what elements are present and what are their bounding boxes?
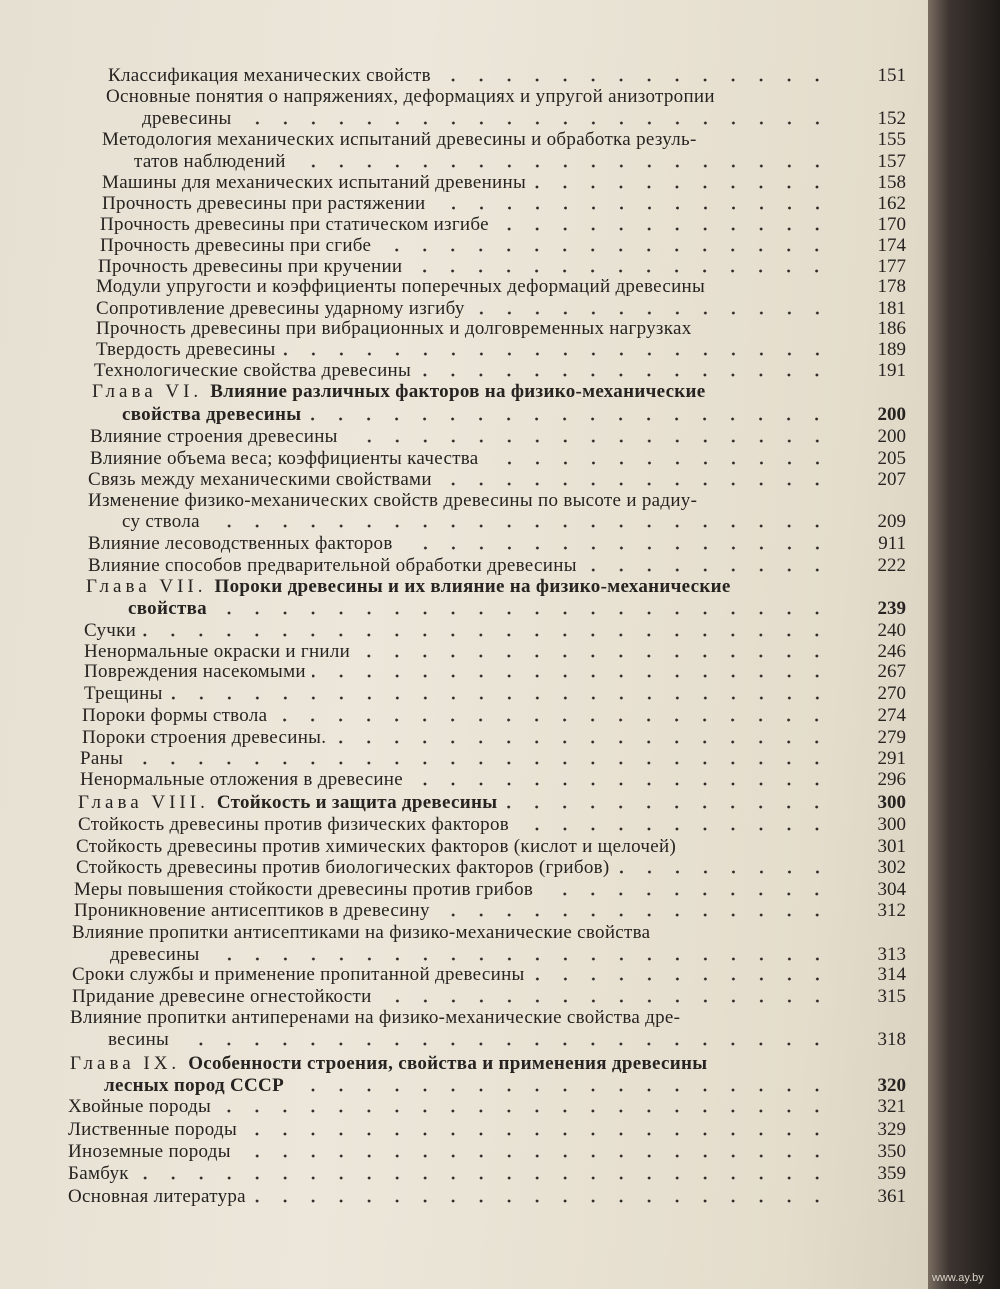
dot-leader xyxy=(399,546,831,550)
entry-title: Твердость древесины xyxy=(96,339,276,360)
entry-line xyxy=(96,339,831,361)
dot-leader xyxy=(129,761,831,765)
toc-entry xyxy=(0,172,935,194)
entry-title: Сопротивление древесины ударному изгибу xyxy=(96,298,465,319)
page-number: 296 xyxy=(877,769,906,790)
dot-leader xyxy=(616,870,831,874)
entry-title: Меры повышения стойкости древесины против грибов xyxy=(74,879,534,900)
entry-title: Трещины xyxy=(84,683,163,704)
entry-title: Влияние лесоводственных факторов xyxy=(88,533,393,554)
toc-entry xyxy=(0,151,935,173)
entry-line xyxy=(84,641,831,663)
toc-entry xyxy=(0,256,935,278)
entry-line xyxy=(80,748,831,770)
entry-line xyxy=(88,555,831,577)
entry-title: Особенности строения, свойства и применения древесины xyxy=(188,1053,708,1074)
toc-entry xyxy=(0,129,935,151)
toc-entry xyxy=(0,448,935,470)
entry-title: Хвойные породы xyxy=(68,1096,212,1117)
toc-entry xyxy=(0,900,935,922)
dot-leader xyxy=(282,352,831,356)
entry-title: Повреждения насекомыми xyxy=(84,661,306,682)
entry-line xyxy=(70,1053,831,1075)
entry-title: Пороки формы ствола xyxy=(82,705,268,726)
page-number: 321 xyxy=(877,1096,906,1117)
toc-entry xyxy=(0,748,935,770)
entry-title: Бамбук xyxy=(68,1163,129,1184)
page-number: 170 xyxy=(877,214,906,235)
entry-title: Влияние различных факторов на физико-механические xyxy=(210,381,706,402)
chapter-label: Глава VI. xyxy=(92,381,203,402)
entry-title: Методология механических испытаний древесины и обработка резуль- xyxy=(102,129,697,150)
entry-line xyxy=(68,1119,831,1141)
dot-leader xyxy=(471,311,831,315)
entry-line xyxy=(80,769,831,791)
dot-leader xyxy=(531,977,831,981)
book-spine xyxy=(928,0,1000,1289)
entry-line xyxy=(142,108,831,130)
toc-entry xyxy=(0,814,935,836)
entry-title: лесных пород СССР xyxy=(104,1075,284,1096)
entry-title: Сучки xyxy=(84,620,137,641)
toc-entry xyxy=(0,469,935,491)
entry-line xyxy=(122,404,831,426)
dot-leader xyxy=(332,740,831,744)
entry-line xyxy=(110,944,831,966)
toc-entry xyxy=(0,922,935,944)
toc-entry xyxy=(0,214,935,236)
toc-entry xyxy=(0,193,935,215)
entry-title: Прочность древесины при кручении xyxy=(98,256,403,277)
chapter-entry xyxy=(0,792,935,814)
toc-entry xyxy=(0,86,935,108)
entry-title: Изменение физико-механических свойств древесины по высоте и радиу- xyxy=(88,490,698,511)
toc-entry xyxy=(0,1096,935,1118)
entry-line xyxy=(78,814,831,836)
entry-line xyxy=(102,172,831,194)
dot-leader xyxy=(169,696,831,700)
page-number: 361 xyxy=(877,1186,906,1207)
entry-title: су ствола xyxy=(122,511,200,532)
page-number: 191 xyxy=(877,360,906,381)
toc-entry xyxy=(0,235,935,257)
toc-entry xyxy=(0,727,935,749)
entry-line xyxy=(88,490,831,512)
toc-entry xyxy=(0,944,935,966)
entry-line xyxy=(82,727,831,749)
page-number: 240 xyxy=(877,620,906,641)
page-number: 246 xyxy=(877,641,906,662)
entry-title: Прочность древесины при статическом изгибе xyxy=(100,214,489,235)
entry-line xyxy=(108,65,831,87)
toc-entry xyxy=(0,360,935,382)
page-number: 181 xyxy=(877,298,906,319)
dot-leader xyxy=(377,248,831,252)
entry-title: Влияние пропитки антиперенами на физико-механические свойства дре- xyxy=(70,1007,681,1028)
dot-leader xyxy=(273,718,831,722)
toc-entry xyxy=(0,1007,935,1029)
dot-leader xyxy=(307,417,831,421)
toc-entry xyxy=(0,1163,935,1185)
toc-entry xyxy=(0,1119,935,1141)
dot-leader xyxy=(206,957,831,961)
toc-entry xyxy=(0,683,935,705)
toc-entry xyxy=(0,964,935,986)
entry-title: Ненормальные окраски и гнили xyxy=(84,641,351,662)
dot-leader xyxy=(142,633,831,637)
entry-title: Модули упругости и коэффициенты поперечных деформаций древесины xyxy=(96,276,706,297)
dot-leader xyxy=(344,439,831,443)
entry-line xyxy=(70,1007,831,1029)
entry-line xyxy=(90,448,831,470)
entry-line xyxy=(72,986,831,1008)
entry-title: Прочность древесины при вибрационных и долговременных нагрузках xyxy=(96,318,692,339)
chapter-label: Глава VIII. xyxy=(78,792,209,813)
chapter-label: Глава IX. xyxy=(70,1053,181,1074)
toc-entry xyxy=(0,661,935,683)
dot-leader xyxy=(532,185,831,189)
dot-leader xyxy=(213,611,831,615)
dot-leader xyxy=(432,206,832,210)
entry-line xyxy=(68,1141,831,1163)
entry-line xyxy=(90,426,831,448)
page-number: 157 xyxy=(877,151,906,172)
entry-title: Стойкость и защита древесины xyxy=(216,792,498,813)
page-number: 222 xyxy=(877,555,906,576)
entry-line xyxy=(78,792,831,814)
entry-line xyxy=(108,1029,831,1051)
toc-entry xyxy=(0,426,935,448)
toc-entry xyxy=(0,1141,935,1163)
toc-entry xyxy=(0,836,935,858)
dot-leader xyxy=(206,524,831,528)
dot-leader xyxy=(356,654,831,658)
page-number: 162 xyxy=(877,193,906,214)
page-number: 158 xyxy=(877,172,906,193)
page-number: 320 xyxy=(877,1075,906,1096)
dot-leader xyxy=(378,999,831,1003)
page-number: 279 xyxy=(877,727,906,748)
entry-title: свойства xyxy=(128,598,207,619)
page-number: 177 xyxy=(877,256,906,277)
page-number: 350 xyxy=(877,1141,906,1162)
entry-title: Лиственные породы xyxy=(68,1119,238,1140)
toc-entry xyxy=(0,1029,935,1051)
page-number: 155 xyxy=(877,129,906,150)
dot-leader xyxy=(485,461,831,465)
entry-title: Стойкость древесины против физических факторов xyxy=(78,814,510,835)
entry-line xyxy=(98,256,831,278)
toc-entry xyxy=(0,108,935,130)
entry-line xyxy=(68,1186,831,1208)
toc-entry xyxy=(0,620,935,642)
entry-line xyxy=(94,360,831,382)
watermark: www.ay.by xyxy=(932,1272,984,1284)
entry-title: Проникновение антисептиков в древесину xyxy=(74,900,430,921)
toc-entry xyxy=(0,298,935,320)
entry-line xyxy=(96,298,831,320)
entry-title: Прочность древесины при сгибе xyxy=(100,235,372,256)
dot-leader xyxy=(409,782,831,786)
toc-entry xyxy=(0,490,935,512)
entry-title: Влияние способов предварительной обработки древесины xyxy=(88,555,577,576)
toc-entry xyxy=(0,986,935,1008)
entry-line xyxy=(84,683,831,705)
entry-line xyxy=(84,620,831,642)
page-number: 359 xyxy=(877,1163,906,1184)
page-number: 207 xyxy=(877,469,906,490)
dot-leader xyxy=(437,78,831,82)
page-number: 209 xyxy=(877,511,906,532)
dot-leader xyxy=(252,1199,831,1203)
chapter-entry xyxy=(0,598,935,620)
toc-entry xyxy=(0,769,935,791)
entry-title: древесины xyxy=(142,108,232,129)
page-number: 239 xyxy=(877,598,906,619)
dot-leader xyxy=(539,892,831,896)
toc-entry xyxy=(0,879,935,901)
page-number: 200 xyxy=(877,426,906,447)
page-number: 300 xyxy=(877,792,906,813)
dot-leader xyxy=(217,1109,831,1113)
entry-title: Классификация механических свойств xyxy=(108,65,431,86)
entry-title: Ненормальные отложения в древесине xyxy=(80,769,404,790)
page-number: 178 xyxy=(877,276,906,297)
toc-entry xyxy=(0,1186,935,1208)
page-number: 329 xyxy=(877,1119,906,1140)
entry-line xyxy=(88,469,831,491)
entry-line xyxy=(82,705,831,727)
dot-leader xyxy=(237,1154,831,1158)
page-number: 318 xyxy=(877,1029,906,1050)
page-number: 200 xyxy=(877,404,906,425)
entry-title: Раны xyxy=(80,748,124,769)
entry-line xyxy=(104,1075,831,1097)
entry-line xyxy=(76,857,831,879)
page-number: 205 xyxy=(877,448,906,469)
dot-leader xyxy=(290,1088,831,1092)
page-number: 313 xyxy=(877,944,906,965)
entry-title: Влияние строения древесины xyxy=(90,426,338,447)
dot-leader xyxy=(515,827,831,831)
page-number: 274 xyxy=(877,705,906,726)
dot-leader xyxy=(175,1042,831,1046)
entry-title: Прочность древесины при растяжении xyxy=(102,193,426,214)
toc-entry xyxy=(0,533,935,555)
dot-leader xyxy=(583,568,831,572)
entry-title: Основная литература xyxy=(68,1186,246,1207)
entry-title: татов наблюдений xyxy=(134,151,286,172)
page-number: 301 xyxy=(877,836,906,857)
entry-title: Иноземные породы xyxy=(68,1141,231,1162)
entry-line xyxy=(72,964,831,986)
entry-title: Стойкость древесины против химических факторов (кислот и щелочей) xyxy=(76,836,677,857)
entry-line xyxy=(74,900,831,922)
entry-title: Влияние пропитки антисептиками на физико-механические свойства xyxy=(72,922,651,943)
toc-entry xyxy=(0,555,935,577)
entry-line xyxy=(106,86,831,108)
page-number: 151 xyxy=(877,65,906,86)
dot-leader xyxy=(243,1132,831,1136)
entry-line xyxy=(134,151,831,173)
entry-line xyxy=(92,381,831,403)
chapter-entry xyxy=(0,1075,935,1097)
entry-line xyxy=(100,214,831,236)
chapter-entry xyxy=(0,576,935,598)
entry-title: Машины для механических испытаний древенины xyxy=(102,172,527,193)
page-number: 186 xyxy=(877,318,906,339)
entry-line xyxy=(88,533,831,555)
toc-entry xyxy=(0,641,935,663)
toc-entry xyxy=(0,857,935,879)
entry-line xyxy=(76,836,831,858)
entry-title: Стойкость древесины против биологических факторов (грибов) xyxy=(76,857,610,878)
entry-line xyxy=(68,1163,831,1185)
page-number: 911 xyxy=(878,533,906,554)
page-number: 291 xyxy=(877,748,906,769)
entry-line xyxy=(96,276,831,298)
entry-line xyxy=(128,598,831,620)
entry-line xyxy=(68,1096,831,1118)
entry-line xyxy=(72,922,831,944)
entry-line xyxy=(102,129,831,151)
entry-line xyxy=(96,318,831,340)
toc-entry xyxy=(0,276,935,298)
chapter-entry xyxy=(0,404,935,426)
page-number: 267 xyxy=(877,661,906,682)
chapter-entry xyxy=(0,1053,935,1075)
entry-title: Технологические свойства древесины xyxy=(94,360,412,381)
dot-leader xyxy=(312,674,831,678)
entry-title: Придание древесине огнестойкости xyxy=(72,986,372,1007)
page-number: 304 xyxy=(877,879,906,900)
page-number: 312 xyxy=(877,900,906,921)
toc-entry xyxy=(0,65,935,87)
entry-line xyxy=(86,576,831,598)
toc-entry xyxy=(0,705,935,727)
entry-title: Сроки службы и применение пропитанной древесины xyxy=(72,964,525,985)
chapter-label: Глава VII. xyxy=(86,576,207,597)
page-number: 189 xyxy=(877,339,906,360)
entry-title: Пороки древесины и их влияние на физико-механические xyxy=(214,576,731,597)
entry-line xyxy=(102,193,831,215)
entry-title: Связь между механическими свойствами xyxy=(88,469,432,490)
dot-leader xyxy=(436,913,831,917)
dot-leader xyxy=(408,269,831,273)
chapter-entry xyxy=(0,381,935,403)
page-number: 314 xyxy=(877,964,906,985)
entry-title: Основные понятия о напряжениях, деформациях и упругой анизотропии xyxy=(106,86,715,107)
page-number: 300 xyxy=(877,814,906,835)
entry-line xyxy=(84,661,831,683)
entry-title: древесины xyxy=(110,944,200,965)
toc-entry xyxy=(0,318,935,340)
page-number: 302 xyxy=(877,857,906,878)
page-number: 315 xyxy=(877,986,906,1007)
entry-title: Влияние объема веса; коэффициенты качества xyxy=(90,448,479,469)
dot-leader xyxy=(495,227,831,231)
entry-title: весины xyxy=(108,1029,170,1050)
dot-leader xyxy=(292,164,831,168)
dot-leader xyxy=(438,482,831,486)
entry-title: свойства древесины xyxy=(122,404,302,425)
entry-title: Пороки строения древесины. xyxy=(82,727,327,748)
dot-leader xyxy=(417,373,831,377)
dot-leader xyxy=(238,121,831,125)
entry-line xyxy=(100,235,831,257)
dot-leader xyxy=(135,1176,831,1180)
page-number: 174 xyxy=(877,235,906,256)
toc-entry xyxy=(0,511,935,533)
page-number: 152 xyxy=(877,108,906,129)
toc-entry xyxy=(0,339,935,361)
dot-leader xyxy=(503,805,831,809)
page-number: 270 xyxy=(877,683,906,704)
entry-line xyxy=(74,879,831,901)
entry-line xyxy=(122,511,831,533)
